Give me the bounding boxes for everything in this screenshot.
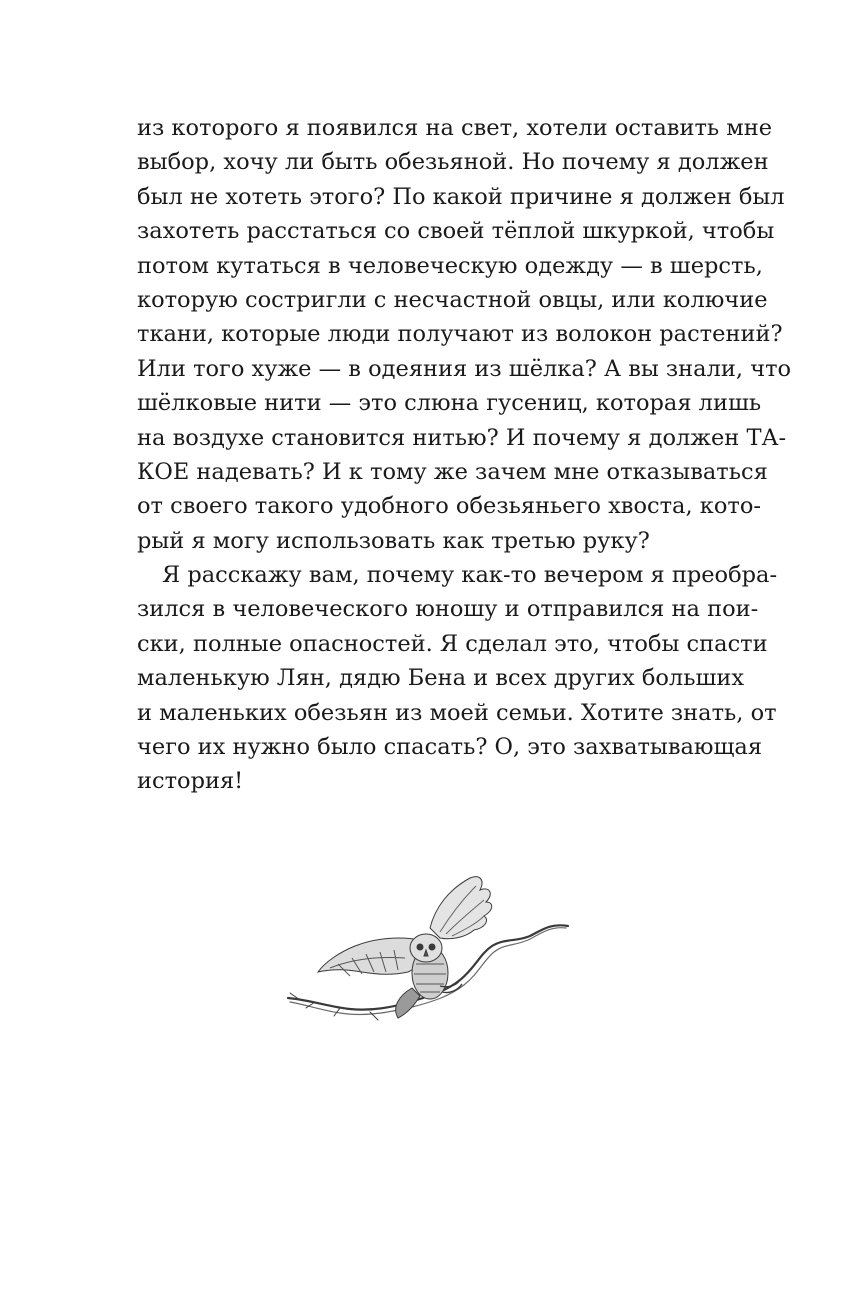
text-line: Или того хуже — в одеяния из шёлка? А вы знали, что [137,355,792,382]
owl-head [410,934,442,962]
right-wing [430,877,492,939]
text-line: из которого я появился на свет, хотели оставить мне [137,115,773,141]
text-line: которую состригли с несчастной овцы, или колючие [137,286,768,313]
body-text [137,111,792,799]
text-line: на воздухе становится нитью? И почему я должен ТА- [137,424,787,451]
text-line: был не хотеть этого? По какой причине я должен был [137,183,785,210]
paragraph-1 [137,111,792,558]
text-line: выбор, хочу ли быть обезьяной. Но почему я должен [137,149,769,176]
text-line: рый я могу использовать как третью руку? [137,527,650,554]
text-line: и маленьких обезьян из моей семьи. Хотите знать, от [137,699,777,726]
owl-illustration [280,868,580,1038]
text-line: Я расскажу вам, почему как-то вечером я преобра- [162,562,778,589]
text-line: ски, полные опасностей. Я сделал это, чтобы спасти [137,630,768,657]
text-line: захотеть расстаться со своей тёплой шкуркой, чтобы [137,218,775,245]
text-line: зился в человеческого юношу и отправился на пои- [137,596,759,623]
text-line: от своего такого удобного обезьяньего хвоста, кото- [137,493,761,520]
text-line: история! [137,768,244,795]
text-line: маленькую Лян, дядю Бена и всех других больших [137,665,745,692]
paragraph-2 [137,558,778,799]
text-line: шёлковые нити — это слюна гусениц, которая лишь [137,390,762,417]
left-wing [318,938,421,976]
text-line: потом кутаться в человеческую одежду — в шерсть, [137,252,763,279]
text-line: КОЕ надевать? И к тому же зачем мне отказываться [137,458,768,485]
text-line: чего их нужно было спасать? О, это захватывающая [137,734,763,761]
text-line: ткани, которые люди получают из волокон растений? [137,321,783,348]
